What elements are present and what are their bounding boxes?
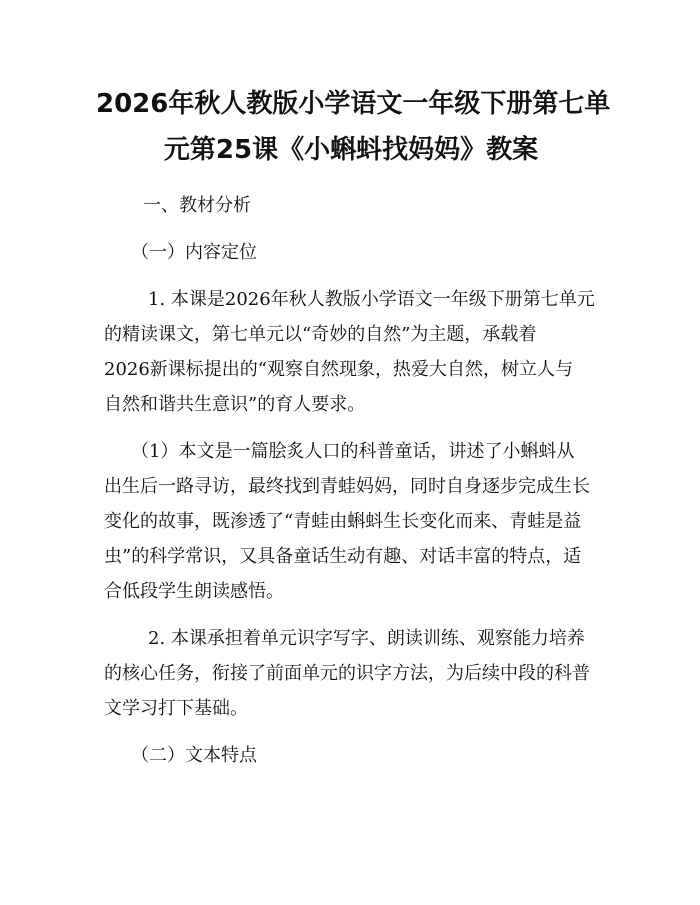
paragraph-2-line-3: 变化的故事，既渗透了“青蛙由蝌蚪生长变化而来、青蛙是益 — [104, 511, 582, 532]
paragraph-1-line-4: 自然和谐共生意识”的育人要求。 — [104, 394, 366, 415]
document-title-line-1: 2026年秋人教版小学语文一年级下册第七单 — [96, 89, 611, 119]
paragraph-3-line-3: 文学习打下基础。 — [104, 698, 248, 719]
subsection-heading-text-features: （二）文本特点 — [131, 745, 257, 766]
section-heading-textbook-analysis: 一、教材分析 — [143, 195, 251, 216]
paragraph-3-line-1: 2. 本课承担着单元识字写字、朗读训练、观察能力培养 — [148, 628, 585, 649]
subsection-heading-content-positioning: （一）内容定位 — [131, 242, 257, 263]
paragraph-2-line-1: （1）本文是一篇脍炙人口的科普童话，讲述了小蝌蚪从 — [131, 441, 575, 462]
paragraph-3-line-2: 的核心任务，衔接了前面单元的识字方法，为后续中段的科普 — [104, 663, 590, 684]
paragraph-2-line-4: 虫”的科学常识，又具备童话生动有趣、对话丰富的特点，适 — [104, 546, 582, 567]
paragraph-1-line-1: 1. 本课是2026年秋人教版小学语文一年级下册第七单元 — [148, 289, 595, 310]
paragraph-1-line-2: 的精读课文，第七单元以“奇妙的自然”为主题，承载着 — [104, 324, 537, 345]
paragraph-1-line-3: 2026新课标提出的“观察自然现象，热爱大自然，树立人与 — [104, 359, 574, 380]
document-title-line-2: 元第25课《小蝌蚪找妈妈》教案 — [163, 135, 539, 165]
paragraph-2-line-5: 合低段学生朗读感悟。 — [104, 581, 284, 602]
paragraph-2-line-2: 出生后一路寻访，最终找到青蛙妈妈，同时自身逐步完成生长 — [104, 476, 590, 497]
